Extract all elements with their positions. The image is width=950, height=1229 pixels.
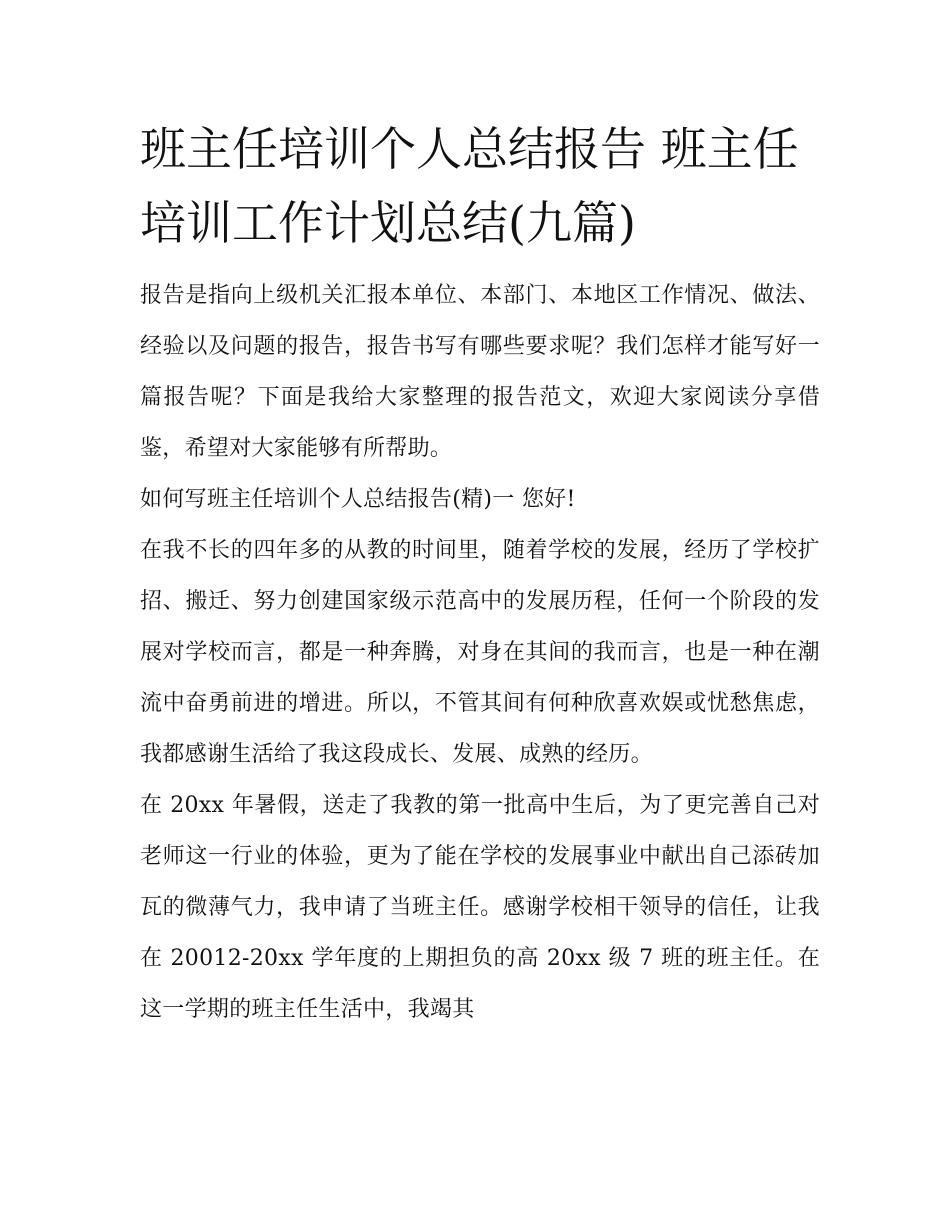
document-body <box>140 112 820 1035</box>
paragraph-intro: 报告是指向上级机关汇报本单位、本部门、本地区工作情况、做法、经验以及问题的报告，报告书写有哪些要求呢？我们怎样才能写好一篇报告呢？下面是我给大家整理的报告范文，欢迎大家阅读分享借鉴，希望对大家能够有所帮助。 <box>140 283 820 461</box>
paragraph-head-teacher: 在 20xx 年暑假，送走了我教的第一批高中生后，为了更完善自己对老师这一行业的体验，更为了能在学校的发展事业中献出自己添砖加瓦的微薄气力，我申请了当班主任。感谢学校相干领导的信任，让我在 20012-20xx 学年度的上期担负的高 20xx 级 7 班的班主任。在这一学期的班主任生活中，我竭其 <box>140 793 820 1022</box>
document-title: 班主任培训个人总结报告 班主任培训工作计划总结(九篇) <box>140 122 799 250</box>
paragraph-experience: 在我不长的四年多的从教的时间里，随着学校的发展，经历了学校扩招、搬迁、努力创建国家级示范高中的发展历程，任何一个阶段的发展对学校而言，都是一种奔腾，对身在其间的我而言，也是一种在潮流中奋勇前进的增进。所以，不管其间有何种欣喜欢娱或忧愁焦虑，我都感谢生活给了我这段成长、发展、成熟的经历。 <box>140 538 820 767</box>
paragraph-section-heading: 如何写班主任培训个人总结报告(精)一 您好! <box>140 487 576 512</box>
